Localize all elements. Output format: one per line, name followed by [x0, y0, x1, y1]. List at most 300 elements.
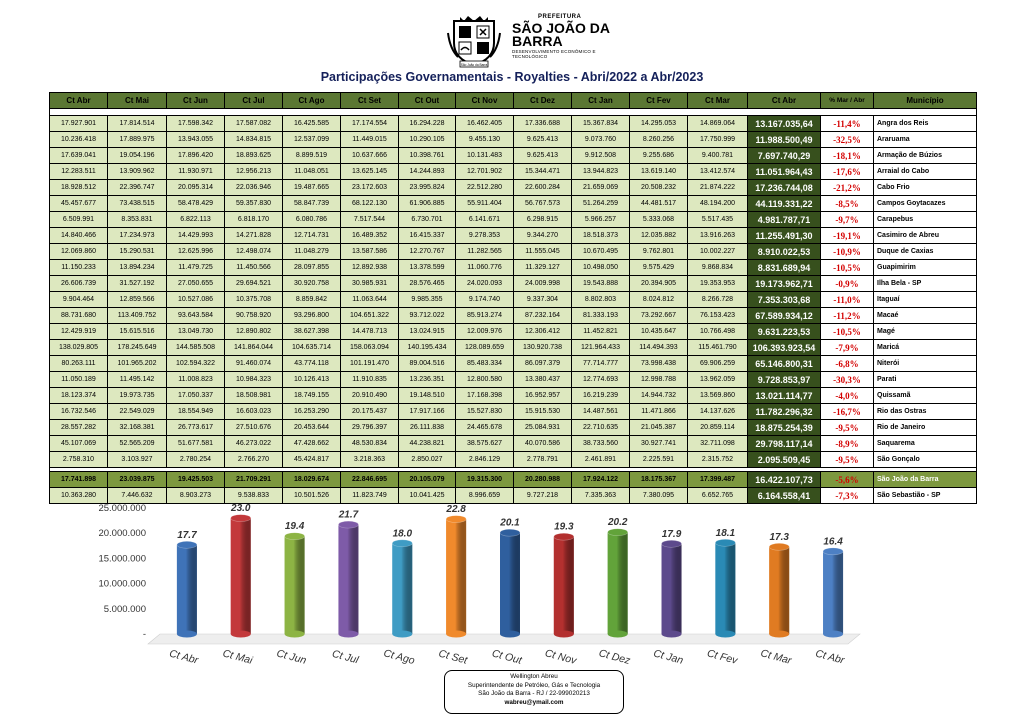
percent-change-cell: -11,4%: [821, 116, 874, 132]
total-cell: 29.798.117,14: [748, 436, 821, 452]
table-cell: 20.105.079: [399, 472, 456, 488]
total-cell: 9.631.223,53: [748, 324, 821, 340]
column-header: Município: [874, 93, 977, 109]
table-cell: 9.337.304: [514, 292, 572, 308]
percent-change-cell: -9,5%: [821, 452, 874, 468]
table-row: [50, 196, 977, 212]
table-cell: 19.315.300: [456, 472, 514, 488]
municipality-cell: Parati: [874, 372, 977, 388]
table-row: [50, 260, 977, 276]
category-label: Ct Jun: [275, 647, 308, 667]
percent-change-cell: -8,9%: [821, 436, 874, 452]
table-cell: 6.509.991: [50, 212, 108, 228]
table-cell: 2.846.129: [456, 452, 514, 468]
column-header: Ct Dez: [514, 93, 572, 109]
municipality-cell: Saquarema: [874, 436, 977, 452]
table-cell: 2.778.791: [514, 452, 572, 468]
table-cell: 10.637.666: [341, 148, 399, 164]
table-row: [50, 164, 977, 180]
total-cell: 8.831.689,94: [748, 260, 821, 276]
table-cell: 18.749.155: [283, 388, 341, 404]
column-header: Ct Ago: [283, 93, 341, 109]
y-tick-label: 5.000.000: [103, 603, 146, 615]
table-cell: 11.060.776: [456, 260, 514, 276]
municipality-cell: Cabo Frio: [874, 180, 977, 196]
municipality-cell: Carapebus: [874, 212, 977, 228]
bar-base: [231, 631, 251, 638]
table-cell: 121.964.433: [572, 340, 630, 356]
table-cell: 28.097.855: [283, 260, 341, 276]
table-cell: 19.353.953: [688, 276, 748, 292]
table-cell: 93.712.022: [399, 308, 456, 324]
table-cell: 6.080.786: [283, 212, 341, 228]
table-cell: 20.453.644: [283, 420, 341, 436]
table-cell: 19.487.665: [283, 180, 341, 196]
bar-base: [608, 631, 628, 638]
bar-shading: [715, 543, 735, 634]
table-cell: 8.266.728: [688, 292, 748, 308]
table-cell: 14.944.732: [630, 388, 688, 404]
table-cell: 87.232.164: [514, 308, 572, 324]
table-cell: 12.774.693: [572, 372, 630, 388]
table-cell: 9.912.508: [572, 148, 630, 164]
bar-base: [338, 631, 358, 638]
table-cell: 11.150.233: [50, 260, 108, 276]
signature-email: wabreu@ymail.com: [504, 698, 564, 706]
table-cell: 130.920.738: [514, 340, 572, 356]
table-cell: 32.711.098: [688, 436, 748, 452]
table-cell: 11.910.835: [341, 372, 399, 388]
table-cell: 59.357.830: [225, 196, 283, 212]
table-cell: 20.508.232: [630, 180, 688, 196]
column-header: Ct Abr: [748, 93, 821, 109]
total-cell: 65.146.800,31: [748, 356, 821, 372]
total-cell: 11.782.296,32: [748, 404, 821, 420]
table-cell: 20.394.905: [630, 276, 688, 292]
table-cell: 12.009.976: [456, 324, 514, 340]
table-cell: 18.518.373: [572, 228, 630, 244]
table-cell: 56.767.573: [514, 196, 572, 212]
table-cell: 14.834.815: [225, 132, 283, 148]
column-header: Ct Jun: [167, 93, 225, 109]
table-cell: 8.802.803: [572, 292, 630, 308]
table-cell: 26.606.739: [50, 276, 108, 292]
table-row: [50, 324, 977, 340]
total-cell: 18.875.254,39: [748, 420, 821, 436]
bar-top: [823, 548, 843, 555]
org-prefeitura: PREFEITURA: [538, 14, 582, 20]
table-cell: 24.465.678: [456, 420, 514, 436]
table-cell: 80.263.111: [50, 356, 108, 372]
table-cell: 10.375.708: [225, 292, 283, 308]
table-cell: 14.244.893: [399, 164, 456, 180]
table-cell: 11.050.189: [50, 372, 108, 388]
data-label: 18.0: [392, 528, 413, 540]
data-label: 20.2: [607, 517, 628, 529]
bar-base: [823, 631, 843, 638]
table-cell: 21.709.291: [225, 472, 283, 488]
table-cell: 29.796.397: [341, 420, 399, 436]
table-cell: 9.868.834: [688, 260, 748, 276]
table-cell: 7.446.632: [108, 488, 167, 504]
bar-top: [500, 529, 520, 536]
percent-change-cell: -30,3%: [821, 372, 874, 388]
table-cell: 19.425.503: [167, 472, 225, 488]
table-cell: 12.714.731: [283, 228, 341, 244]
bar-shading: [554, 537, 574, 634]
table-cell: 21.659.069: [572, 180, 630, 196]
table-row: [50, 212, 977, 228]
table-row: [50, 420, 977, 436]
table-cell: 5.517.435: [688, 212, 748, 228]
category-label: Ct Out: [490, 647, 523, 667]
table-row: [50, 388, 977, 404]
table-cell: 86.097.379: [514, 356, 572, 372]
table-cell: 58.847.739: [283, 196, 341, 212]
table-cell: 89.004.516: [399, 356, 456, 372]
bar-base: [446, 631, 466, 638]
table-cell: 11.930.971: [167, 164, 225, 180]
table-cell: 11.452.821: [572, 324, 630, 340]
bar-top: [338, 521, 358, 528]
table-cell: 28.557.282: [50, 420, 108, 436]
table-cell: 10.290.105: [399, 132, 456, 148]
category-label: Ct Set: [437, 647, 469, 667]
table-cell: 13.894.234: [108, 260, 167, 276]
table-cell: 15.915.530: [514, 404, 572, 420]
table-cell: 27.510.676: [225, 420, 283, 436]
table-cell: 7.335.363: [572, 488, 630, 504]
bar-base: [662, 631, 682, 638]
signature-name: Wellington Abreu: [510, 673, 558, 680]
table-cell: 8.859.842: [283, 292, 341, 308]
table-cell: 10.501.526: [283, 488, 341, 504]
table-cell: 9.727.218: [514, 488, 572, 504]
bar-top: [769, 543, 789, 550]
table-cell: 69.906.259: [688, 356, 748, 372]
bar-top: [392, 540, 412, 547]
data-label: 19.3: [554, 521, 574, 533]
category-label: Ct Mar: [759, 647, 793, 667]
royalties-bar-chart: [90, 496, 880, 668]
category-label: Ct Dez: [597, 647, 632, 668]
table-cell: 10.398.761: [399, 148, 456, 164]
table-cell: 115.461.790: [688, 340, 748, 356]
table-cell: 16.952.957: [514, 388, 572, 404]
municipality-cell: Guapimirim: [874, 260, 977, 276]
percent-change-cell: -21,2%: [821, 180, 874, 196]
table-cell: 12.890.802: [225, 324, 283, 340]
table-cell: 88.731.680: [50, 308, 108, 324]
table-row: [50, 436, 977, 452]
table-cell: 93.643.584: [167, 308, 225, 324]
bar-shading: [500, 533, 520, 634]
org-name: SÃO JOÃO DA BARRA: [512, 20, 610, 49]
table-cell: 12.035.882: [630, 228, 688, 244]
table-cell: 6.141.671: [456, 212, 514, 228]
table-row: [50, 472, 977, 488]
table-cell: 61.906.885: [399, 196, 456, 212]
y-tick-label: 25.000.000: [98, 503, 146, 514]
category-label: Ct Abr: [814, 647, 846, 667]
total-cell: 16.422.107,73: [748, 472, 821, 488]
table-cell: 2.780.254: [167, 452, 225, 468]
bar-base: [554, 631, 574, 638]
municipality-cell: Quissamã: [874, 388, 977, 404]
y-tick-label: 20.000.000: [98, 528, 146, 540]
bar-shading: [285, 536, 305, 634]
table-cell: 14.137.626: [688, 404, 748, 420]
table-cell: 15.615.516: [108, 324, 167, 340]
table-cell: 2.315.752: [688, 452, 748, 468]
table-cell: 6.652.765: [688, 488, 748, 504]
table-cell: 13.587.586: [341, 244, 399, 260]
bar-shading: [823, 551, 843, 634]
table-cell: 7.380.095: [630, 488, 688, 504]
table-row: [50, 372, 977, 388]
column-header: Ct Mar: [688, 93, 748, 109]
table-cell: 10.527.086: [167, 292, 225, 308]
table-cell: 10.126.413: [283, 372, 341, 388]
category-label: Ct Mai: [221, 647, 254, 667]
table-cell: 11.450.566: [225, 260, 283, 276]
table-cell: 20.859.114: [688, 420, 748, 436]
org-department: DESENVOLVIMENTO ECONÔMICO E TECNOLÓGICO: [512, 49, 596, 59]
table-cell: 11.329.127: [514, 260, 572, 276]
svg-text:São João da Barra: São João da Barra: [460, 62, 488, 67]
percent-change-cell: -5,6%: [821, 472, 874, 488]
table-cell: 10.236.418: [50, 132, 108, 148]
table-cell: 16.732.546: [50, 404, 108, 420]
percent-change-cell: -0,9%: [821, 276, 874, 292]
table-cell: 23.995.824: [399, 180, 456, 196]
table-cell: 128.089.659: [456, 340, 514, 356]
table-cell: 18.123.374: [50, 388, 108, 404]
table-cell: 38.627.398: [283, 324, 341, 340]
bar-base: [500, 631, 520, 638]
table-cell: 73.292.667: [630, 308, 688, 324]
bar-top: [662, 540, 682, 547]
table-cell: 144.585.508: [167, 340, 225, 356]
table-cell: 6.818.170: [225, 212, 283, 228]
bar-shading: [338, 525, 358, 634]
table-row: [50, 116, 977, 132]
data-label: 23.0: [231, 503, 251, 515]
table-cell: 2.461.891: [572, 452, 630, 468]
table-cell: 101.965.202: [108, 356, 167, 372]
table-row: [50, 452, 977, 468]
table-cell: 12.625.996: [167, 244, 225, 260]
table-cell: 30.985.931: [341, 276, 399, 292]
table-cell: 158.063.094: [341, 340, 399, 356]
column-header: Ct Jan: [572, 93, 630, 109]
table-cell: 22.600.284: [514, 180, 572, 196]
table-cell: 10.002.227: [688, 244, 748, 260]
table-cell: 16.294.228: [399, 116, 456, 132]
table-cell: 91.460.074: [225, 356, 283, 372]
table-cell: 12.892.938: [341, 260, 399, 276]
municipality-cell: Ilha Bela - SP: [874, 276, 977, 292]
table-cell: 19.973.735: [108, 388, 167, 404]
table-cell: 11.495.142: [108, 372, 167, 388]
table-row: [50, 180, 977, 196]
table-cell: 140.195.434: [399, 340, 456, 356]
bar-top: [231, 515, 251, 522]
table-cell: 21.045.387: [630, 420, 688, 436]
table-cell: 52.565.209: [108, 436, 167, 452]
percent-change-cell: -6,8%: [821, 356, 874, 372]
table-cell: 32.168.381: [108, 420, 167, 436]
total-cell: 2.095.509,45: [748, 452, 821, 468]
table-cell: 12.429.919: [50, 324, 108, 340]
table-cell: 5.966.257: [572, 212, 630, 228]
table-cell: 9.762.801: [630, 244, 688, 260]
data-label: 18.1: [715, 527, 736, 539]
table-cell: 17.896.420: [167, 148, 225, 164]
data-label: 22.8: [446, 504, 466, 516]
table-cell: 48.194.200: [688, 196, 748, 212]
table-cell: 24.009.998: [514, 276, 572, 292]
column-header: Ct Jul: [225, 93, 283, 109]
table-cell: 11.282.565: [456, 244, 514, 260]
table-cell: 22.846.695: [341, 472, 399, 488]
bar-base: [177, 631, 197, 638]
signature-role: Superintendente de Petróleo, Gás e Tecnologia: [467, 681, 601, 689]
municipality-cell: Arraial do Cabo: [874, 164, 977, 180]
table-cell: 13.049.730: [167, 324, 225, 340]
table-cell: 12.069.860: [50, 244, 108, 260]
column-header: Ct Nov: [456, 93, 514, 109]
table-row: [50, 292, 977, 308]
table-cell: 10.984.323: [225, 372, 283, 388]
table-cell: 9.400.781: [688, 148, 748, 164]
column-header: Ct Abr: [50, 93, 108, 109]
y-tick-label: 10.000.000: [98, 578, 146, 590]
table-cell: 8.899.519: [283, 148, 341, 164]
total-cell: 13.021.114,77: [748, 388, 821, 404]
table-cell: 90.758.920: [225, 308, 283, 324]
table-cell: 17.336.688: [514, 116, 572, 132]
table-cell: 18.554.949: [167, 404, 225, 420]
table-cell: 30.927.741: [630, 436, 688, 452]
bar-top: [446, 516, 466, 523]
category-label: Ct Nov: [543, 647, 578, 668]
data-label: 17.7: [177, 529, 197, 541]
municipality-cell: Rio de Janeiro: [874, 420, 977, 436]
table-cell: 17.917.166: [399, 404, 456, 420]
table-cell: 10.435.647: [630, 324, 688, 340]
data-label: 17.3: [769, 531, 789, 543]
bar-top: [285, 533, 305, 540]
table-cell: 15.367.834: [572, 116, 630, 132]
table-cell: 85.913.274: [456, 308, 514, 324]
table-cell: 9.073.760: [572, 132, 630, 148]
bar-shading: [769, 547, 789, 634]
municipality-cell: Maricá: [874, 340, 977, 356]
table-cell: 17.168.398: [456, 388, 514, 404]
table-cell: 17.924.122: [572, 472, 630, 488]
table-cell: 2.225.591: [630, 452, 688, 468]
municipality-cell: São Sebastião - SP: [874, 488, 977, 504]
table-cell: 12.306.412: [514, 324, 572, 340]
table-cell: 11.008.823: [167, 372, 225, 388]
bar-top: [177, 541, 197, 548]
table-cell: 25.084.931: [514, 420, 572, 436]
table-cell: 8.903.273: [167, 488, 225, 504]
category-label: Ct Abr: [167, 647, 200, 667]
percent-change-cell: -18,1%: [821, 148, 874, 164]
table-cell: 51.264.259: [572, 196, 630, 212]
bar-base: [715, 631, 735, 638]
table-cell: 13.619.140: [630, 164, 688, 180]
table-cell: 9.255.686: [630, 148, 688, 164]
table-cell: 44.238.821: [399, 436, 456, 452]
y-tick-label: 15.000.000: [98, 553, 146, 565]
table-cell: 44.481.517: [630, 196, 688, 212]
table-cell: 20.910.490: [341, 388, 399, 404]
table-cell: 93.296.800: [283, 308, 341, 324]
table-cell: 51.677.581: [167, 436, 225, 452]
total-cell: 11.988.500,49: [748, 132, 821, 148]
bar-shading: [446, 519, 466, 634]
table-cell: 13.236.351: [399, 372, 456, 388]
table-cell: 38.733.560: [572, 436, 630, 452]
table-cell: 29.694.521: [225, 276, 283, 292]
table-cell: 16.219.239: [572, 388, 630, 404]
table-cell: 12.800.580: [456, 372, 514, 388]
table-cell: 31.527.192: [108, 276, 167, 292]
table-cell: 16.603.023: [225, 404, 283, 420]
percent-change-cell: -11,0%: [821, 292, 874, 308]
table-cell: 12.283.511: [50, 164, 108, 180]
table-cell: 85.483.334: [456, 356, 514, 372]
bar-shading: [392, 543, 412, 634]
table-cell: 12.270.767: [399, 244, 456, 260]
table-cell: 17.587.082: [225, 116, 283, 132]
table-cell: 17.234.973: [108, 228, 167, 244]
table-cell: 138.029.805: [50, 340, 108, 356]
total-cell: 106.393.923,54: [748, 340, 821, 356]
table-cell: 13.962.059: [688, 372, 748, 388]
table-cell: 43.774.118: [283, 356, 341, 372]
column-header: Ct Mai: [108, 93, 167, 109]
table-cell: 113.409.752: [108, 308, 167, 324]
table-cell: 3.103.927: [108, 452, 167, 468]
data-label: 20.1: [500, 517, 520, 529]
table-cell: 45.107.069: [50, 436, 108, 452]
bar-shading: [662, 544, 682, 634]
table-cell: 22.549.029: [108, 404, 167, 420]
municipality-cell: Magé: [874, 324, 977, 340]
table-row: [50, 228, 977, 244]
percent-change-cell: -16,7%: [821, 404, 874, 420]
municipality-cell: São João da Barra: [874, 472, 977, 488]
table-cell: 76.153.423: [688, 308, 748, 324]
table-cell: 26.773.617: [167, 420, 225, 436]
table-cell: 9.985.355: [399, 292, 456, 308]
table-cell: 16.425.585: [283, 116, 341, 132]
table-cell: 18.029.674: [283, 472, 341, 488]
table-cell: 14.429.993: [167, 228, 225, 244]
table-cell: 18.175.367: [630, 472, 688, 488]
table-cell: 17.174.554: [341, 116, 399, 132]
table-cell: 27.050.655: [167, 276, 225, 292]
page-header: [0, 0, 1024, 88]
table-row: [50, 276, 977, 292]
table-cell: 55.911.404: [456, 196, 514, 212]
table-cell: 22.396.747: [108, 180, 167, 196]
table-cell: 17.814.514: [108, 116, 167, 132]
